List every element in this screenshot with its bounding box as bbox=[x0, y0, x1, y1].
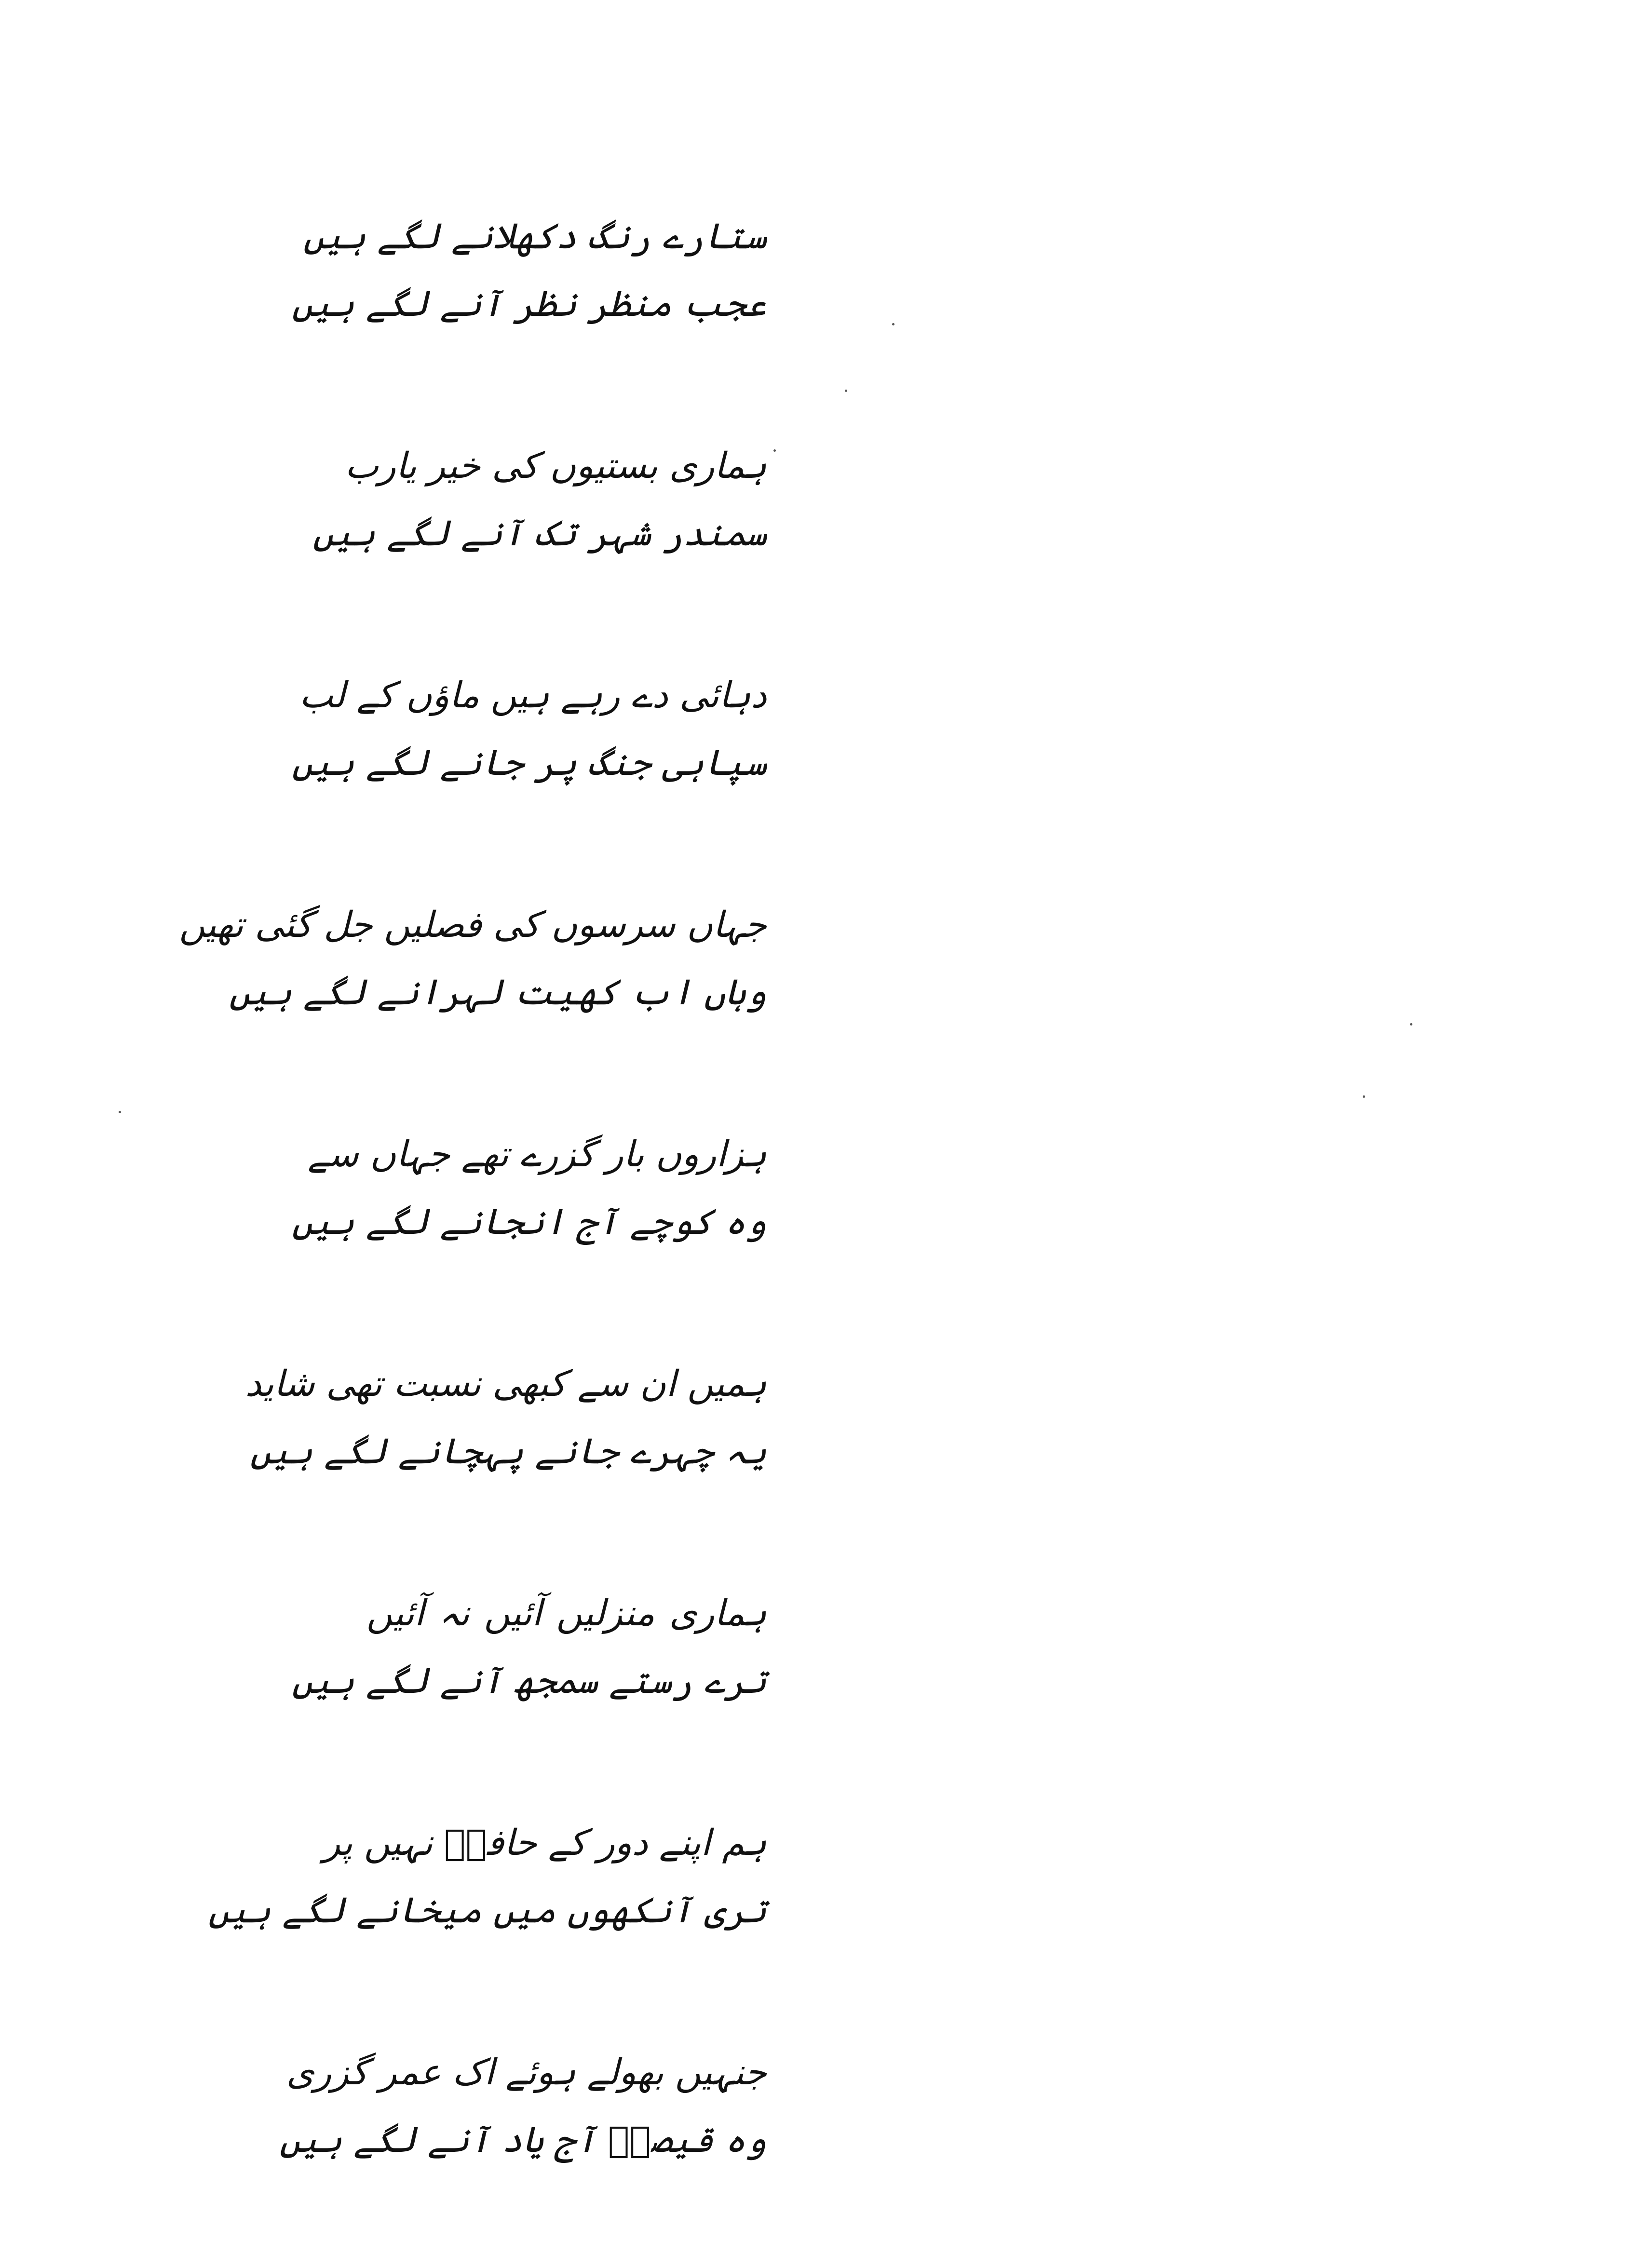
couplet-5 bbox=[292, 1120, 767, 1256]
scan-speck bbox=[1363, 1095, 1365, 1098]
verse-line: سمندر شہر تک آنے لگے ہیں bbox=[312, 513, 767, 554]
verse-line: عجب منظر نظر آنے لگے ہیں bbox=[292, 283, 767, 324]
verse-line: ہماری منزلیں آئیں نہ آئیں bbox=[366, 1593, 767, 1634]
verse-line: یہ چہرے جانے پہچانے لگے ہیں bbox=[250, 1431, 767, 1472]
couplet-7 bbox=[292, 1580, 767, 1714]
verse-line: دہائی دے رہے ہیں ماؤں کے لب bbox=[299, 675, 767, 716]
couplet-8 bbox=[208, 1809, 767, 1944]
scan-speck bbox=[845, 390, 847, 392]
verse-line: ترے رستے سمجھ آنے لگے ہیں bbox=[292, 1660, 767, 1701]
verse-line: ہم اپنے دور کے حافظؔ نہیں پر bbox=[323, 1822, 767, 1863]
poem-ghazal bbox=[179, 202, 767, 2268]
verse-line: جہاں سرسوں کی فصلیں جل گئی تھیں bbox=[179, 904, 767, 945]
verse-line: سپاہی جنگ پر جانے لگے ہیں bbox=[292, 742, 767, 783]
verse-line: جنہیں بھولے ہوئے اک عمر گزری bbox=[286, 2052, 767, 2093]
couplet-1 bbox=[292, 202, 767, 338]
couplet-6 bbox=[245, 1350, 767, 1485]
scan-speck bbox=[119, 1111, 121, 1113]
couplet-2 bbox=[312, 432, 767, 567]
couplet-3 bbox=[292, 662, 767, 796]
verse-line: وہ کوچے آج انجانے لگے ہیں bbox=[292, 1201, 767, 1242]
couplet-9 bbox=[279, 2038, 767, 2174]
scan-speck bbox=[892, 323, 894, 325]
scan-speck bbox=[1410, 1023, 1412, 1026]
verse-line: وہاں اب کھیت لہرانے لگے ہیں bbox=[229, 972, 767, 1013]
verse-line: ستارے رنگ دکھلانے لگے ہیں bbox=[303, 216, 767, 257]
verse-line: ہزاروں بار گزرے تھے جہاں سے bbox=[308, 1134, 767, 1175]
verse-line: ہماری بستیوں کی خیر یارب bbox=[345, 445, 767, 486]
couplet-4 bbox=[179, 891, 767, 1026]
verse-line: وہ قیصرؔ آج یاد آنے لگے ہیں bbox=[279, 2119, 767, 2160]
scan-speck bbox=[773, 449, 776, 452]
verse-line: تری آنکھوں میں میخانے لگے ہیں bbox=[208, 1890, 767, 1931]
verse-line: ہمیں ان سے کبھی نسبت تھی شاید bbox=[245, 1363, 767, 1404]
